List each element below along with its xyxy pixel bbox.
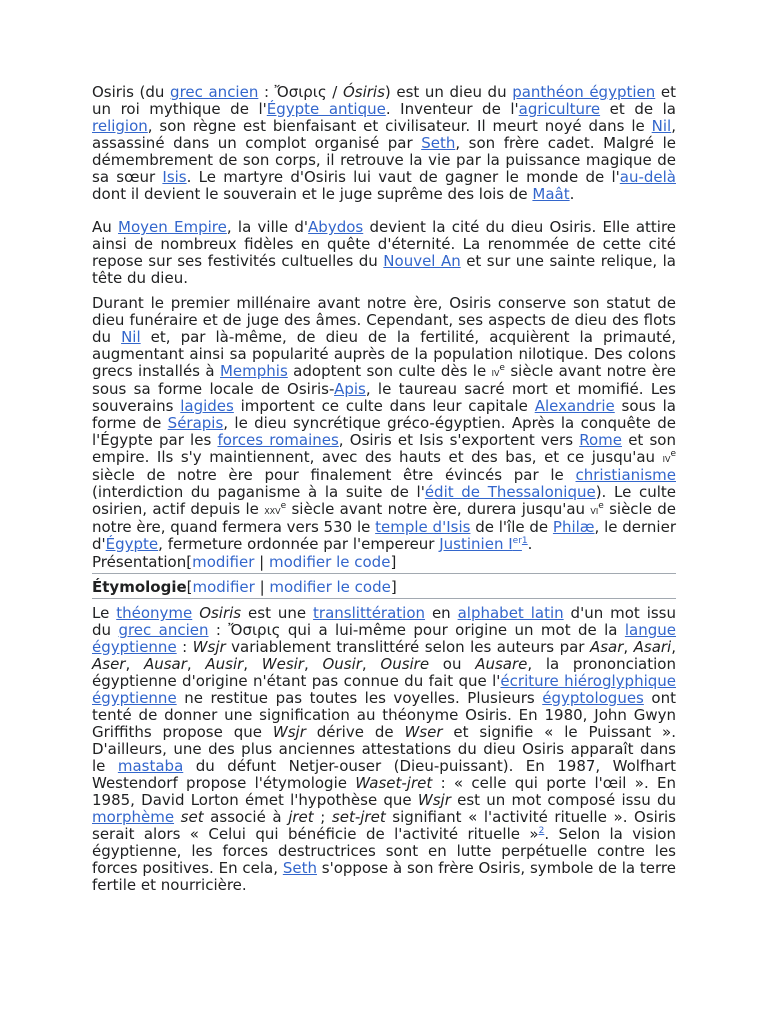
text: , <box>125 655 144 673</box>
superscript: e <box>670 449 676 459</box>
link-abydos[interactable]: Abydos <box>308 218 364 236</box>
text: siècle de notre ère, quand fermera vers 530 le <box>92 500 676 536</box>
section-heading-etymologie <box>92 574 676 599</box>
text: , <box>303 655 323 673</box>
text: siècle avant notre ère sous sa forme locale de Osiris- <box>92 362 676 398</box>
text-italic: Ausar <box>143 655 187 673</box>
text: , <box>623 638 634 656</box>
text-italic: Wsjr <box>272 723 306 741</box>
text: devient la cité du dieu Osiris. Elle attire ainsi de nombreux fidèles en quête d'éternité. La renommée de cette cité repose sur ses festivités cultuelles du <box>92 218 677 270</box>
text: de l'île de <box>470 518 553 536</box>
text-italic: Asar <box>589 638 624 656</box>
bracket: ] <box>390 553 397 571</box>
superscript: e <box>598 501 604 511</box>
text: , son règne est bienfaisant et civilisateur. Il meurt noyé dans le <box>147 117 652 135</box>
text: adoptent son culte dès le <box>287 362 492 380</box>
text: Durant le premier millénaire avant notre ère, Osiris conserve son statut de dieu funéraire et de juge des âmes. Cependant, ses aspects de dieu des flots du <box>92 294 676 346</box>
text-italic: Asari <box>633 638 672 656</box>
link-serapis[interactable]: Sérapis <box>167 414 224 432</box>
link-edit-de-thessalonique[interactable]: édit de Thessalonique <box>424 483 596 501</box>
edit-section-button[interactable]: modifier <box>192 553 255 571</box>
text: et son empire. Ils s'y maintiennent, avec des hauts et des bas, et ce jusqu'au <box>92 431 676 466</box>
link-alexandrie[interactable]: Alexandrie <box>534 397 615 415</box>
text: , assassiné dans un complot organisé par <box>92 117 676 152</box>
link-philae[interactable]: Philæ <box>552 518 595 536</box>
text: , <box>186 655 206 673</box>
text: . <box>527 535 533 553</box>
section-title: Étymologie <box>92 578 187 596</box>
edit-source-button[interactable]: modifier le code <box>269 553 391 571</box>
link-egyptologues[interactable]: égyptologues <box>542 689 644 707</box>
superscript: e <box>280 501 287 511</box>
bracket: [ <box>186 553 193 571</box>
text: Le <box>92 604 117 622</box>
text: variablement translittéré selon les auteurs par <box>225 638 590 656</box>
century-numeral: xxv <box>264 503 281 517</box>
text-italic: Wser <box>404 723 443 741</box>
text-italic: Osiris <box>199 604 242 622</box>
text-italic: Ausare <box>475 655 528 673</box>
text: du défunt Netjer-ouser (Dieu-puissant). En 1987, Wolfhart Westendorf propose l'étymologie <box>92 757 676 792</box>
text: , <box>361 655 381 673</box>
superscript: er <box>512 536 522 546</box>
separator: | <box>254 553 269 571</box>
link-apis[interactable]: Apis <box>334 380 366 398</box>
link-seth[interactable]: Seth <box>282 859 317 877</box>
link-agriculture[interactable]: agriculture <box>518 100 601 118</box>
link-justinien-label[interactable]: Justinien I <box>439 535 513 553</box>
text-italic: Ósiris <box>342 83 385 101</box>
text: ne restitue pas toutes les voyelles. Plusieurs <box>176 689 543 707</box>
text: ont tenté de donner une signification au théonyme Osiris. En 1980, John Gwyn Griffiths propose que <box>92 689 676 741</box>
century-numeral: iv <box>491 365 500 379</box>
text: , la ville d' <box>226 218 309 236</box>
link-justinien[interactable] <box>439 535 522 553</box>
link-forces-romaines[interactable]: forces romaines <box>217 431 339 449</box>
text-italic: set <box>180 808 204 826</box>
text: : « celle qui porte l'œil ». En 1985, David Lorton émet l'hypothèse que <box>92 774 676 809</box>
century-numeral: iv <box>662 451 671 465</box>
link-isis[interactable]: Isis <box>162 168 187 186</box>
text: . Inventeur de l' <box>385 100 519 118</box>
link-seth[interactable]: Seth <box>421 134 456 152</box>
link-ecriture-hieroglyphique[interactable]: écriture hiéroglyphique égyptienne <box>92 672 677 707</box>
link-grec-ancien[interactable]: grec ancien <box>170 83 259 101</box>
link-translitteration[interactable]: translittération <box>313 604 426 622</box>
text: , la prononciation égyptienne d'origine n'étant pas connue du fait que l' <box>92 655 676 690</box>
text: est une <box>241 604 314 622</box>
superscript: e <box>499 363 505 373</box>
link-morpheme[interactable]: morphème <box>92 808 175 826</box>
text: d'un mot issu du <box>92 604 676 639</box>
text: associé à <box>203 808 289 826</box>
section-heading-presentation <box>92 553 676 574</box>
link-pantheon-egyptien[interactable]: panthéon égyptien <box>512 83 656 101</box>
edit-section-links <box>187 578 397 596</box>
text: siècle de notre ère pour finalement être évincés par le <box>92 466 576 484</box>
text: . <box>569 185 575 203</box>
link-mastaba[interactable]: mastaba <box>117 757 184 775</box>
text-italic: Ousire <box>380 655 430 673</box>
paragraph-moyen-empire <box>92 219 676 287</box>
link-moyen-empire[interactable]: Moyen Empire <box>118 218 227 236</box>
paragraph-etymologie <box>92 605 676 894</box>
text-italic: Ousir <box>322 655 362 673</box>
text: , Osiris et Isis s'exportent vers <box>338 431 580 449</box>
text: et un roi mythique de l' <box>92 83 676 118</box>
text: et signifie « le Puissant ». D'ailleurs, une des plus anciennes attestations du dieu Osiris apparaît dans le <box>92 723 676 775</box>
text: , le dernier d' <box>92 518 676 553</box>
text: ou <box>429 655 476 673</box>
text: sous la forme de <box>92 397 676 432</box>
text: (interdiction du paganisme à la suite de l' <box>92 483 425 501</box>
edit-section-button[interactable]: modifier <box>192 578 255 596</box>
link-egypte[interactable]: Égypte <box>105 535 159 553</box>
text: et, par là-même, de dieu de la fertilité, acquièrent la primauté, augmentant ainsi sa popularité auprès de la population nilotique. Des colons grecs installés à <box>92 328 677 380</box>
text: et de la <box>600 100 676 118</box>
text-italic: Aser <box>92 655 126 673</box>
text: ). Le culte osirien, actif depuis le <box>92 483 676 518</box>
text-italic: Waset-jret <box>355 774 433 792</box>
link-theonyme[interactable]: théonyme <box>116 604 193 622</box>
text: . Selon la vision égyptienne, les forces destructrices sont en lutte perpétuelle contre les forces positives. En cela, <box>92 825 676 877</box>
text-italic: Wsjr <box>192 638 226 656</box>
text: siècle avant notre ère, durera jusqu'au <box>286 500 591 518</box>
article-content <box>92 84 676 894</box>
paragraph-premier-millenaire <box>92 295 676 553</box>
text: , <box>243 655 262 673</box>
text: dérive de <box>305 723 405 741</box>
text: : Ὄσιρις qui a lui-même pour origine un mot de la <box>208 621 625 639</box>
text: et sur une sainte relique, la tête du dieu. <box>92 252 676 287</box>
link-nil[interactable]: Nil <box>651 117 672 135</box>
bracket: [ <box>186 578 193 596</box>
link-temple-d-isis[interactable]: temple d'Isis <box>375 518 471 536</box>
link-rome[interactable]: Rome <box>579 431 622 449</box>
text-italic: Ausir <box>205 655 244 673</box>
text: . Le martyre d'Osiris lui vaut de gagner le monde de l' <box>186 168 620 186</box>
text: dont il devient le souverain et le juge suprême des lois de <box>92 185 533 203</box>
link-lagides[interactable]: lagides <box>180 397 234 415</box>
link-religion[interactable]: religion <box>92 117 148 135</box>
link-nil[interactable]: Nil <box>121 328 141 346</box>
text-italic: set-jret <box>331 808 386 826</box>
link-memphis[interactable]: Memphis <box>219 362 288 380</box>
text: importent ce culte dans leur capitale <box>233 397 535 415</box>
text-italic: Wesir <box>261 655 304 673</box>
text: , le taureau sacré mort et momifié. Les souverains <box>92 380 676 415</box>
link-christianisme[interactable]: christianisme <box>575 466 676 484</box>
text: : Ὄσιρις / <box>258 83 343 101</box>
edit-source-button[interactable]: modifier le code <box>269 578 391 596</box>
separator: | <box>254 578 270 596</box>
link-au-dela[interactable]: au-delà <box>619 168 676 186</box>
text: , son frère cadet. Malgré le démembrement de son corps, il retrouve la vie par la puissance magique de sa sœur <box>92 134 676 186</box>
section-title: Présentation <box>92 553 187 571</box>
text: s'oppose à son frère Osiris, symbole de la terre fertile et nourricière. <box>92 859 676 894</box>
text: , le dieu syncrétique gréco-égyptien. Après la conquête de l'Égypte par les <box>92 414 676 449</box>
link-grec-ancien[interactable]: grec ancien <box>118 621 209 639</box>
text: : <box>176 638 193 656</box>
link-langue-egyptienne[interactable]: langue égyptienne <box>92 621 677 656</box>
paragraph-intro <box>92 84 676 203</box>
reference-link-2[interactable]: 2 <box>538 826 545 836</box>
century-numeral: vi <box>590 503 599 517</box>
text: , fermeture ordonnée par l'empereur <box>158 535 440 553</box>
text: ; <box>313 808 332 826</box>
link-egypte-antique[interactable]: Égypte antique <box>266 100 386 118</box>
text: , <box>671 638 677 656</box>
text: signifiant « l'activité rituelle ». Osiris serait alors « Celui qui bénéficie de l'activité rituelle » <box>92 808 676 843</box>
edit-section-links <box>186 553 396 571</box>
link-alphabet-latin[interactable]: alphabet latin <box>457 604 564 622</box>
text: ) est un dieu du <box>384 83 513 101</box>
text: est un mot composé issu du <box>450 791 677 809</box>
text: Au <box>92 218 119 236</box>
text <box>174 808 181 826</box>
link-nouvel-an[interactable]: Nouvel An <box>383 252 461 270</box>
text: Osiris (du <box>92 83 171 101</box>
link-maat[interactable]: Maât <box>532 185 570 203</box>
text-italic: jret <box>288 808 314 826</box>
reference-link-1[interactable]: 1 <box>521 536 528 546</box>
bracket: ] <box>390 578 397 596</box>
text-italic: Wsjr <box>417 791 451 809</box>
text: en <box>425 604 458 622</box>
